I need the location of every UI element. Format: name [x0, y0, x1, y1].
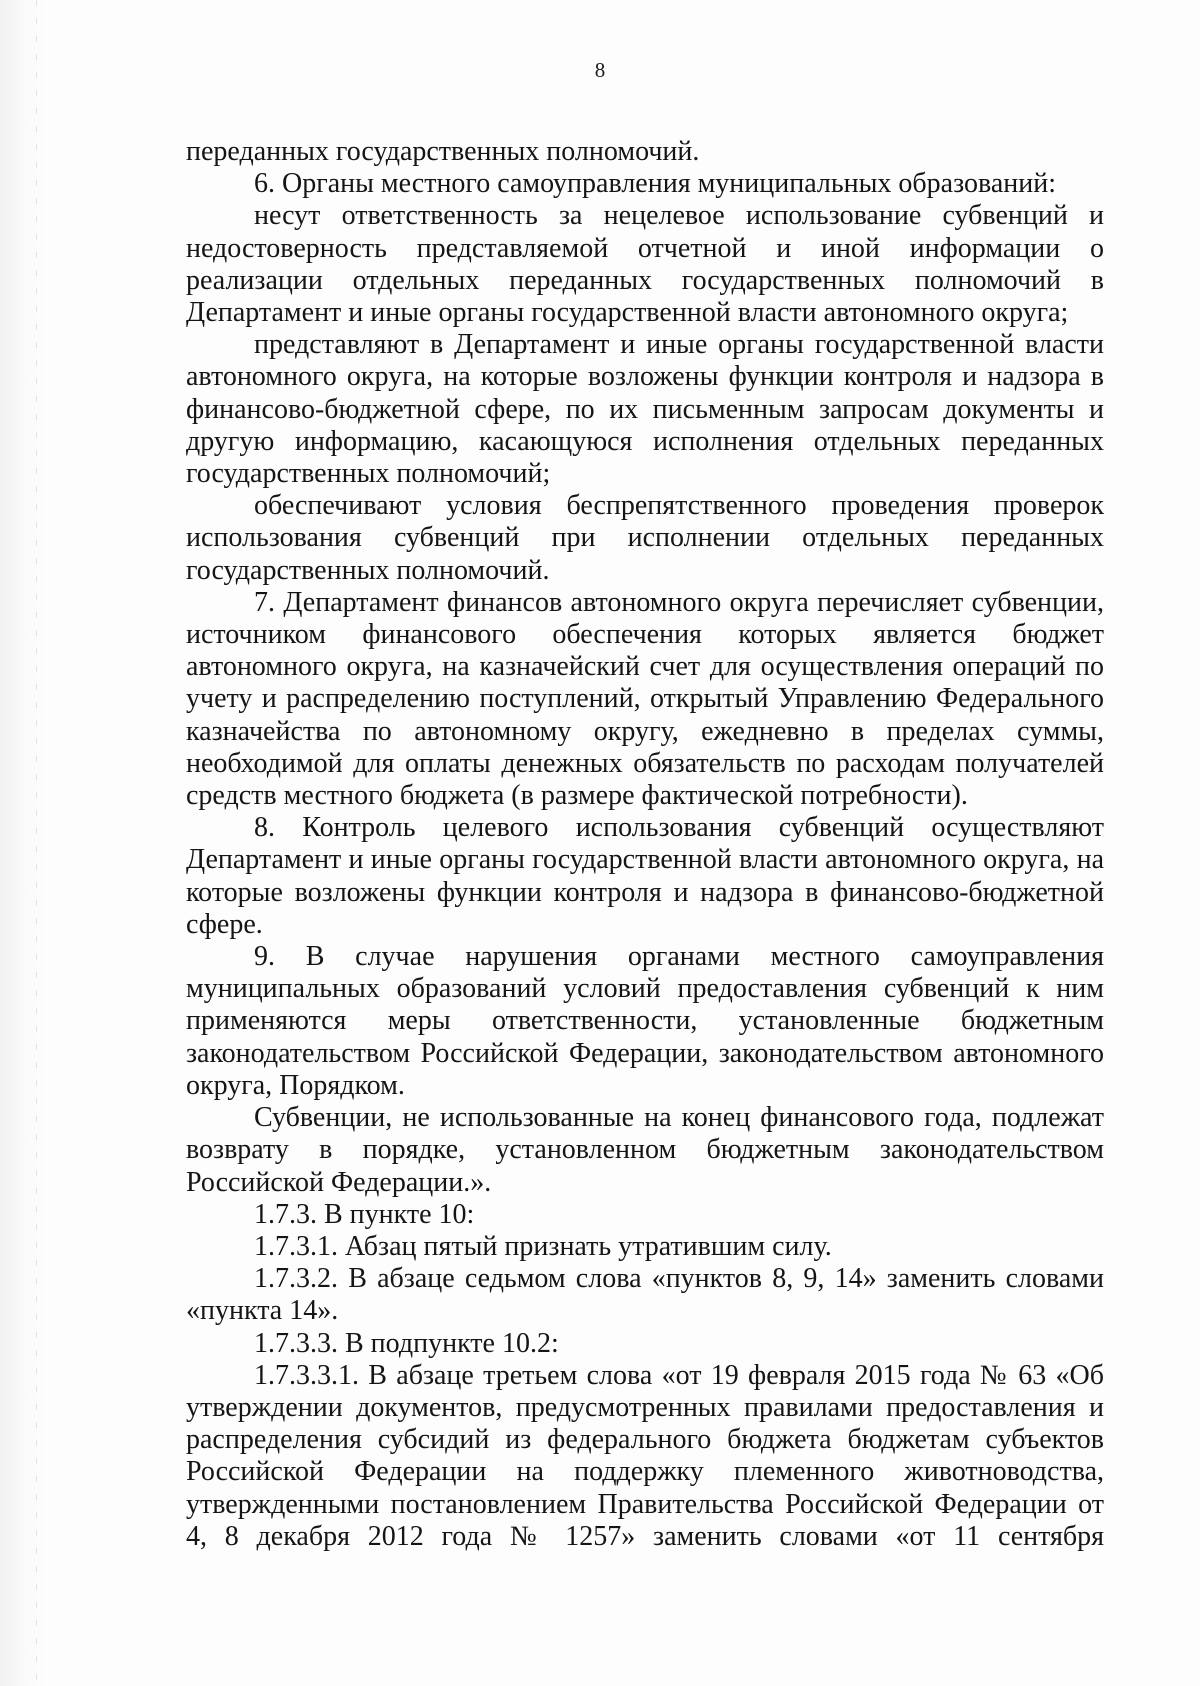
paragraph: Субвенции, не использованные на конец финансового года, подлежат возврату в порядке, установленном бюджетным законодательством Российской Федерации.».: [186, 1102, 1104, 1198]
paragraph: несут ответственность за нецелевое использование субвенций и недостоверность представляемой отчетной и иной информации о реализации отдельных переданных государственных полномочий в Департамент и иные органы государственной власти автономного округа;: [186, 200, 1104, 329]
paragraph-1-7-3-2: 1.7.3.2. В абзаце седьмом слова «пунктов 8, 9, 14» заменить словами «пункта 14».: [186, 1263, 1104, 1327]
paragraph-item-9: 9. В случае нарушения органами местного самоуправления муниципальных образований условий предоставления субвенций к ним применяются меры ответственности, установленные бюджетным законодательством Российской Федерации, законодательством автономного округа, Порядком.: [186, 941, 1104, 1101]
paragraph-item-7: 7. Департамент финансов автономного округа перечисляет субвенции, источником финансового обеспечения которых является бюджет автономного округа, на казначейский счет для осуществления операций по учету и распределению поступлений, открытый Управлению Федерального казначейства по автономному округу, ежедневно в пределах суммы, необходимой для оплаты денежных обязательств по расходам получателей средств местного бюджета (в размере фактической потребности).: [186, 586, 1104, 812]
paragraph-1-7-3-3-1: 1.7.3.3.1. В абзаце третьем слова «от 19 февраля 2015 года № 63 «Об утверждении документов, предусмотренных правилами предоставления и распределения субсидий из федерального бюджета бюджетам субъектов Российской Федерации на поддержку племенного животноводства, утвержденными постановлением Правительства Российской Федерации от 4, 8 декабря 2012 года № 1257» заменить словами «от 11 сентября: [186, 1359, 1104, 1552]
paragraph-1-7-3-3: 1.7.3.3. В подпункте 10.2:: [254, 1327, 559, 1359]
paragraph-1-7-3-1: 1.7.3.1. Абзац пятый признать утратившим силу.: [254, 1230, 832, 1262]
paragraph-item-6: 6. Органы местного самоуправления муниципальных образований:: [254, 168, 1057, 200]
paragraph: обеспечивают условия беспрепятственного проведения проверок использования субвенций при исполнении отдельных переданных государственных полномочий.: [186, 490, 1104, 586]
paragraph-item-8: 8. Контроль целевого использования субвенций осуществляют Департамент и иные органы государственной власти автономного округа, на которые возложены функции контроля и надзора в финансово-бюджетной сфере.: [186, 812, 1104, 940]
document-body: [186, 136, 1104, 1553]
paragraph: переданных государственных полномочий.: [186, 136, 700, 167]
scan-edge: [0, 0, 46, 1686]
page-number: 8: [594, 58, 606, 82]
paragraph: представляют в Департамент и иные органы государственной власти автономного округа, на которые возложены функции контроля и надзора в финансово-бюджетной сфере, по их письменным запросам документы и другую информацию, касающуюся исполнения отдельных переданных государственных полномочий;: [186, 329, 1104, 490]
paragraph-1-7-3: 1.7.3. В пункте 10:: [254, 1198, 475, 1230]
